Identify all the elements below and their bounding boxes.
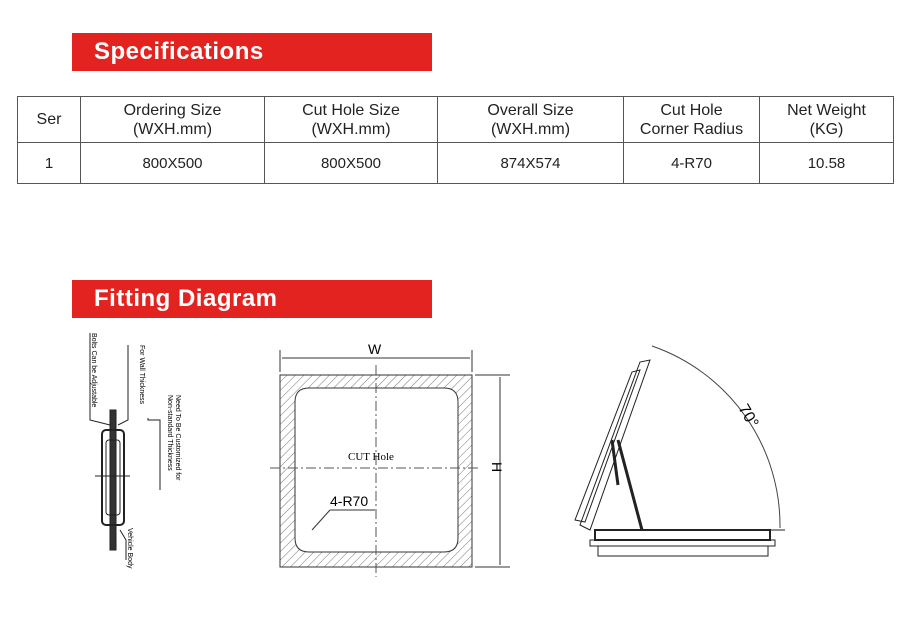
vehicle-body-label: Vehicle Body xyxy=(126,528,133,569)
cut-hole-drawing xyxy=(270,350,510,577)
header-text: Cut Hole Size xyxy=(302,101,400,119)
bolts-label: Bolts Can be Adjustable xyxy=(90,333,97,408)
header-unit: (KG) xyxy=(809,120,844,138)
radius-label: 4-R70 xyxy=(330,493,369,509)
header-text: Cut Hole xyxy=(660,101,723,119)
cell-ordering-size: 800X500 xyxy=(81,143,265,184)
customize-label-2: Non-standard Thickness xyxy=(166,395,173,471)
fitting-diagram-heading: Fitting Diagram xyxy=(72,280,432,318)
cell-net-weight: 10.58 xyxy=(760,143,894,184)
side-section-drawing xyxy=(90,333,160,560)
header-text: Ordering Size xyxy=(123,101,222,119)
cell-corner-radius: 4-R70 xyxy=(624,143,760,184)
header-unit: (WXH.mm) xyxy=(490,120,571,138)
opening-angle-label: 70° xyxy=(734,401,762,431)
header-unit: Corner Radius xyxy=(639,120,744,138)
wall-thickness-label: For Wall Thickness xyxy=(138,345,145,405)
header-text: Overall Size xyxy=(487,101,574,119)
header-text: Net Weight xyxy=(787,101,866,119)
header-text: Ser xyxy=(36,111,62,128)
open-hatch-drawing xyxy=(575,346,785,556)
cell-cut-hole-size: 800X500 xyxy=(265,143,438,184)
specifications-heading: Specifications xyxy=(72,33,432,71)
header-unit: (WXH.mm) xyxy=(311,120,391,138)
height-label: H xyxy=(489,462,505,473)
cell-ser: 1 xyxy=(18,143,81,184)
cut-hole-label: CUT Hole xyxy=(348,451,394,463)
customize-label-1: Need To Be Customized for xyxy=(174,395,181,481)
header-unit: (WXH.mm) xyxy=(132,120,213,138)
width-label: W xyxy=(368,341,382,357)
cell-overall-size: 874X574 xyxy=(438,143,624,184)
